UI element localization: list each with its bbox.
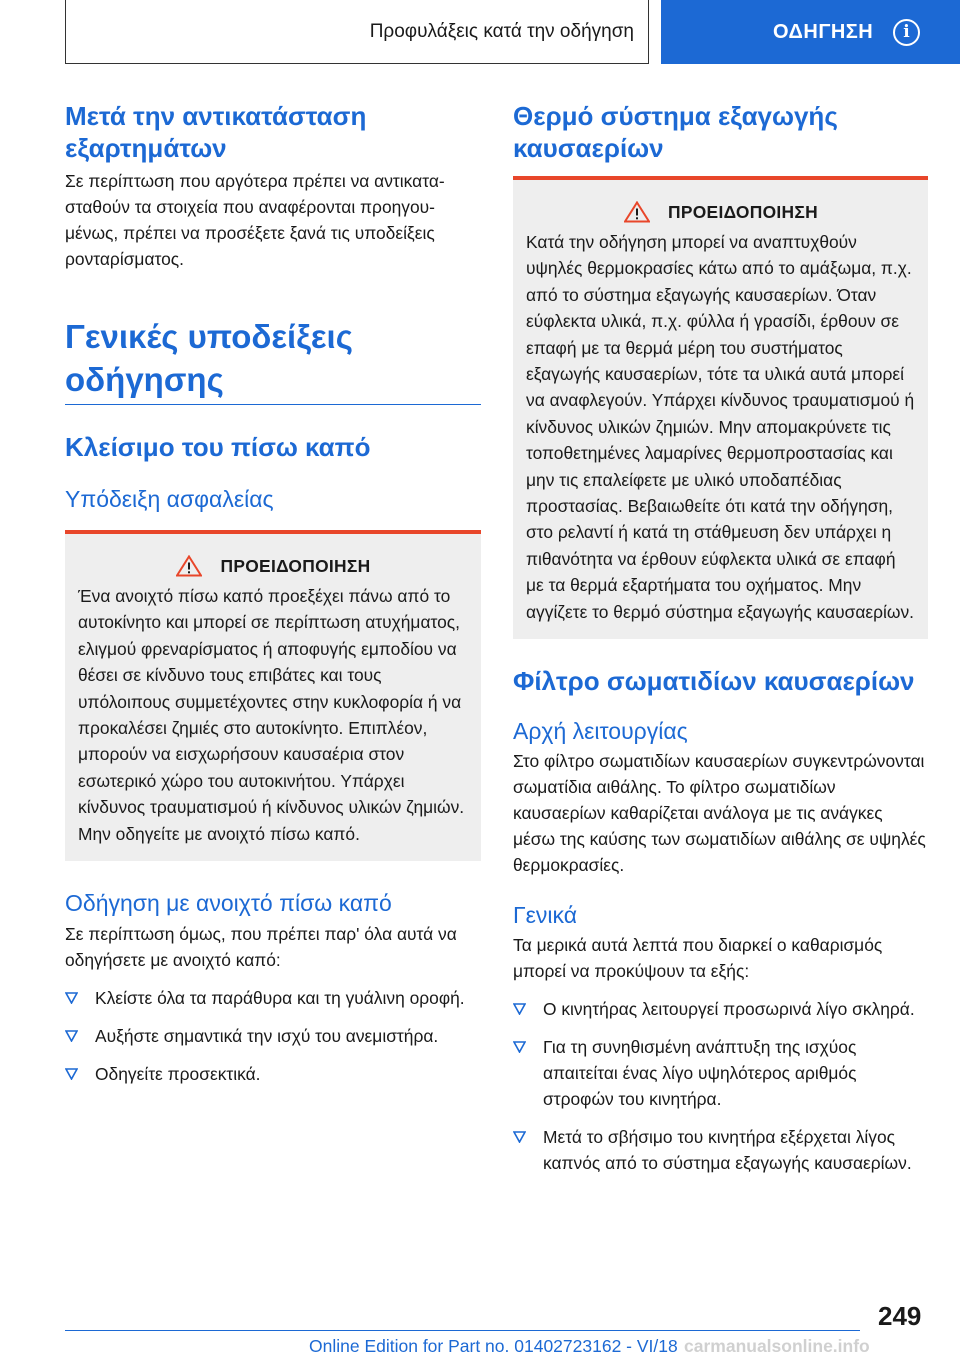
header-section-title [65, 0, 649, 64]
heading-general-tips: Γενικές υποδείξεις οδήγησης [65, 315, 481, 405]
paragraph-general: Τα μερικά αυτά λεπτά που διαρκεί ο καθαρισμός μπορεί να προκύψουν τα εξής: [513, 935, 883, 982]
warning-box-exhaust [513, 176, 928, 639]
paragraph-after-parts: Σε περίπτωση που αργότερα πρέπει να αντικατασταθούν τα στοιχεία που αναφέρονται προηγουμένως, πρέπει να προσέξετε ξανά τις υποδείξεις ρονταρίσματος. [65, 171, 445, 269]
heading-general: Γενικά [513, 902, 578, 929]
heading-driving-open-trunk: Οδήγηση με ανοιχτό πίσω καπό [65, 890, 392, 917]
list-item: Οδηγείτε προσεκτικά. [65, 1061, 481, 1087]
list-item: Ο κινητήρας λειτουργεί προσωρινά λίγο σκληρά. [513, 996, 928, 1022]
bullet-list-open-trunk [65, 985, 481, 1087]
chapter-label: ΟΔΗΓΗΣΗ [773, 20, 874, 43]
section-title: Προφυλάξεις κατά την οδήγηση [369, 20, 634, 42]
footer-site-watermark: carmanualsonline.info [684, 1336, 870, 1356]
info-icon[interactable]: i [893, 19, 920, 46]
bullet-triangle-icon [513, 1041, 526, 1053]
list-item: Για τη συνηθισμένη ανάπτυξη της ισχύος απαιτείται ένας λίγο υψηλότερος αριθμός στροφών του κινητήρα. [513, 1034, 928, 1112]
paragraph-operating-principle: Στο φίλτρο σωματιδίων καυσαερίων συγκεντρώνονται σωματίδια αιθάλης. Το φίλτρο σωματιδίων καυσαερίων καθαρίζεται ανάλογα με τις ανάγκες μέσω της καύσης των σωματιδίων αιθάλης σε υψηλές θερμοκρασίες. [513, 751, 926, 876]
list-item: Κλείστε όλα τα παράθυρα και τη γυάλινη οροφή. [65, 985, 481, 1011]
warning-text-exhaust: Κατά την οδήγηση μπορεί να αναπτυχθούν υψηλές θερμοκρασίες κάτω από το αμάξωμα, π.χ. από το σύστημα εξαγωγής καυσαερίων. Όταν εύφλεκτα υλικά, π.χ. φύλλα ή γρασίδι, έρθουν σε επαφή με τα θερμά μέρη του συστήματος εξαγωγής καυσαερίων, τότε τα υλικά αυτά μπορεί να αναφλεγούν. Υπάρχει κίνδυνος τραυματισμού ή κίνδυνος υλικών ζημιών. Μην απομακρύνετε τις τοποθετημένες λαμαρίνες θερμοπροστασίας και μην τις επαλείφετε με υλικό υποδαπέδιας προστασίας. Βεβαιωθείτε ότι κατά την οδήγηση, στο ρελαντί ή κατά τη στάθμευση δεν υπάρχει η πιθανότητα να έρθουν εύφλεκτα υλικά σε επαφή με τα θερμά εξαρτήματα του οχήματος. Μην αγγίζετε το θερμό σύστημα εξαγωγής καυσαερίων. [526, 232, 915, 622]
header-chapter[interactable] [661, 0, 960, 64]
warning-header [78, 555, 469, 577]
heading-safety-note: Υπόδειξη ασφαλείας [65, 486, 274, 512]
heading-particulate-filter: Φίλτρο σωματιδίων καυσαερίων [513, 666, 915, 697]
heading-trunk-closing: Κλείσιμο του πίσω καπό [65, 432, 371, 462]
heading-hot-exhaust: Θερμό σύστημα εξαγωγής καυσαερίων [513, 101, 838, 163]
warning-triangle-icon [624, 201, 650, 223]
right-column [513, 100, 928, 1176]
bullet-triangle-icon [65, 1068, 78, 1080]
warning-header [526, 201, 916, 223]
bullet-triangle-icon [65, 1030, 78, 1042]
list-item: Μετά το σβήσιμο του κινητήρα εξέρχεται λίγος καπνός από το σύστημα εξαγωγής καυσαερίων. [513, 1124, 928, 1176]
bullet-triangle-icon [65, 992, 78, 1004]
warning-text-trunk: Ένα ανοιχτό πίσω καπό προεξέχει πάνω από το αυτοκίνητο και μπορεί σε περίπτωση ατυχήματος, ελιγμού φρεναρίσματος ή αποφυγής εμποδίου να θέσει σε κίνδυνο τους επιβάτες και τους υπόλοιπους συμμετέχοντες στην κυκλοφορία ή να προκαλέσει ζημιές στο αυτοκίνητο. Επιπλέον, μπορούν να εισχωρήσουν καυσαέρια στον εσωτερικό χώρο του αυτοκινήτου. Υπάρχει κίνδυνος τραυματισμού ή κίνδυνος υλικών ζημιών. Μην οδηγείτε με ανοιχτό πίσω καπό. [78, 586, 465, 844]
bullet-triangle-icon [513, 1003, 526, 1015]
list-item: Αυξήστε σημαντικά την ισχύ του ανεμιστήρα. [65, 1023, 481, 1049]
warning-label: ΠΡΟΕΙΔΟΠΟΙΗΣΗ [220, 555, 371, 576]
bullet-triangle-icon [513, 1131, 526, 1143]
warning-triangle-icon [176, 555, 202, 577]
bullet-list-filter [513, 996, 928, 1176]
page-number: 249 [878, 1301, 922, 1331]
warning-box-trunk [65, 530, 481, 861]
left-column [65, 100, 481, 1087]
warning-label: ΠΡΟΕΙΔΟΠΟΙΗΣΗ [667, 201, 819, 222]
paragraph-driving-open-trunk: Σε περίπτωση όμως, που πρέπει παρ' όλα αυτά να οδηγήσετε με ανοιχτό καπό: [65, 924, 457, 971]
heading-after-parts: Μετά την αντικατάσταση εξαρτημάτων [65, 101, 367, 163]
heading-operating-principle: Αρχή λειτουργίας [513, 718, 688, 745]
footer-divider [65, 1330, 860, 1331]
footer-edition: Online Edition for Part no. 01402723162 - VI/18 [309, 1336, 678, 1356]
